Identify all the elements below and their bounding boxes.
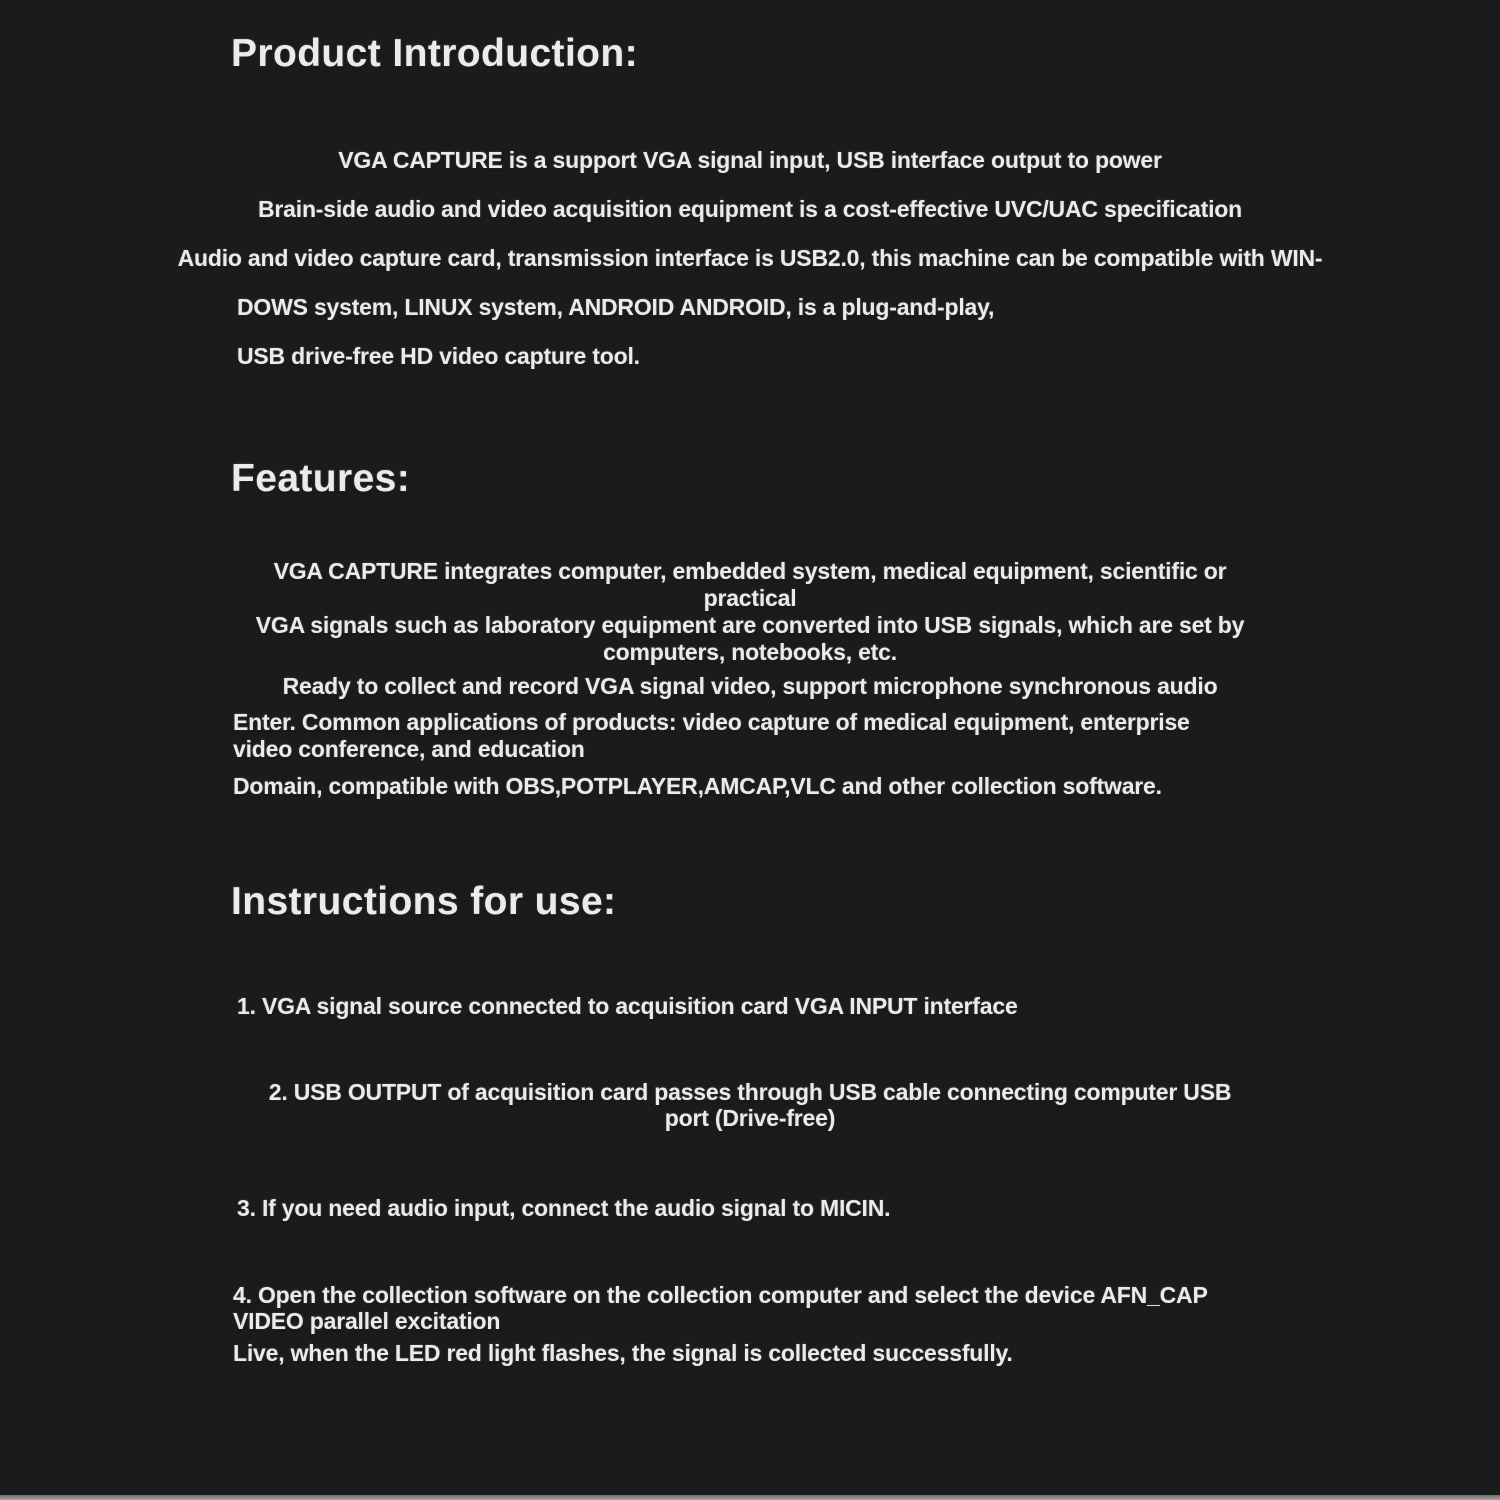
features-line: Domain, compatible with OBS,POTPLAYER,AMCAP,VLC and other collection software. (233, 773, 1162, 799)
instruction-step-1: 1. VGA signal source connected to acquisition card VGA INPUT interface (237, 993, 1018, 1019)
features-line: video conference, and education (233, 736, 585, 762)
features-heading: Features: (231, 457, 411, 500)
features-line: practical (703, 585, 797, 611)
features-line: VGA CAPTURE integrates computer, embedded system, medical equipment, scientific or (273, 558, 1227, 584)
instructions-steps (0, 993, 1500, 1366)
features-line: Ready to collect and record VGA signal video, support microphone synchronous audio (282, 673, 1218, 699)
instruction-step-4: 4. Open the collection software on the collection computer and select the device AFN_CAP (233, 1282, 1208, 1308)
intro-line: DOWS system, LINUX system, ANDROID ANDROID, is a plug-and-play, (237, 294, 995, 320)
features-line: VGA signals such as laboratory equipment are converted into USB signals, which are set by (255, 612, 1245, 638)
features-paragraph (0, 558, 1500, 800)
product-introduction-heading: Product Introduction: (231, 32, 639, 75)
intro-line: USB drive-free HD video capture tool. (237, 343, 640, 369)
features-line: Enter. Common applications of products: video capture of medical equipment, enterprise (233, 709, 1190, 735)
intro-line: VGA CAPTURE is a support VGA signal input, USB interface output to power (338, 147, 1162, 173)
instruction-step-2-cont: port (Drive-free) (664, 1105, 836, 1131)
instruction-step-4-cont: VIDEO parallel excitation (233, 1308, 501, 1334)
instruction-step-2: 2. USB OUTPUT of acquisition card passes through USB cable connecting computer USB (268, 1079, 1232, 1105)
product-introduction-paragraph (0, 147, 1500, 370)
intro-line: Brain-side audio and video acquisition equipment is a cost-effective UVC/UAC specification (258, 196, 1242, 222)
features-line: computers, notebooks, etc. (603, 639, 897, 665)
bottom-edge-strip (0, 1495, 1500, 1500)
instruction-step-3: 3. If you need audio input, connect the audio signal to MICIN. (237, 1195, 891, 1221)
intro-line: Audio and video capture card, transmission interface is USB2.0, this machine can be compatible with WIN- (177, 245, 1323, 271)
instruction-step-live: Live, when the LED red light flashes, the signal is collected successfully. (233, 1340, 1013, 1366)
instructions-heading: Instructions for use: (231, 880, 617, 923)
